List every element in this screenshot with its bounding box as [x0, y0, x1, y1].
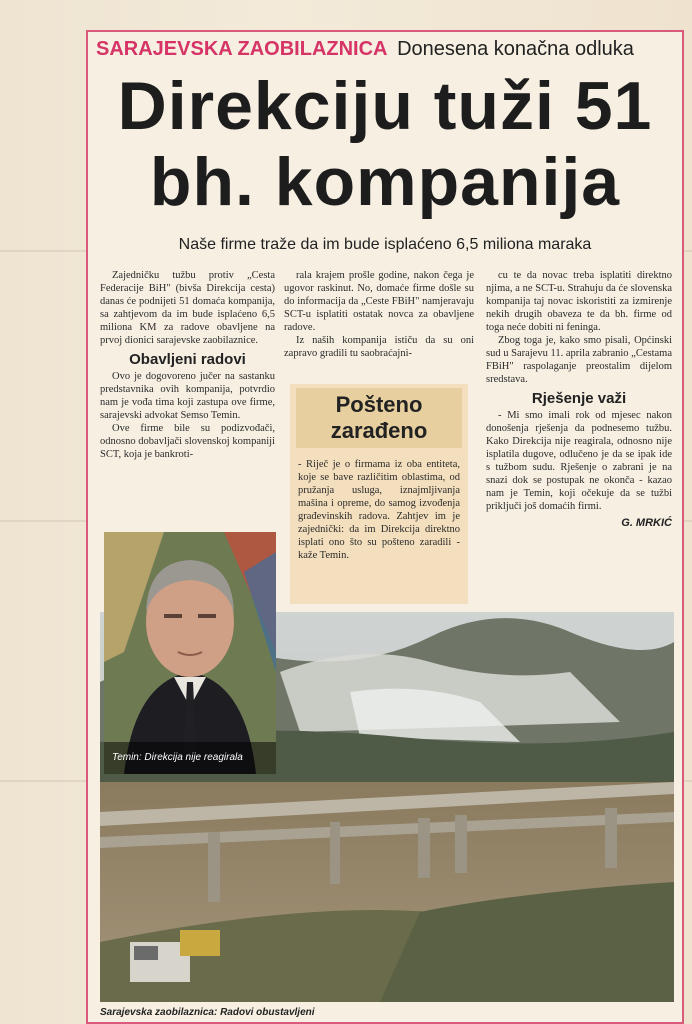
headline-line-2: bh. kompanija — [149, 144, 621, 220]
kicker — [96, 38, 634, 61]
paragraph: rala krajem prošle godine, nakon čega je ugovor raskinut. No, domaće firme došle su do informacija da „Ceste FBiH" namjeravaju SCT-u isplatiti ostatak novca za obavljene radove. — [284, 270, 474, 333]
paragraph: cu te da novac treba isplatiti direktno njima, a ne SCT-u. Strahuju da će slovenska kompanija taj novac iskoristiti za izmirenje nekih drugih obaveza te da bh. firme od toga neće dobiti ni feninga. — [486, 270, 672, 333]
highlight-box-text: - Riječ je o firmama iz oba entiteta, koje se bave različitim oblastima, od pružanja usluga, iznajmljivanja mašina i opreme, do samog izvođenja građevinskih radova. Zahtjev im je zajednički: da im Direkcija direktno isplati ono što su pošteno zaradili - kaže Temin. — [298, 459, 460, 561]
paragraph: Zajedničku tužbu protiv „Cesta Federacije BiH" (bivša Direkcija cesta) danas će podnijeti 51 domaća kompanija, sa zahtjevom da im bude isplaćeno 6,5 miliona KM za radove obavljene na prvoj dionici sarajevske zaobilaznice. — [100, 270, 275, 346]
paragraph: Iz naših kompanija ističu da su oni zapravo gradili tu saobraćajni- — [284, 335, 474, 359]
paragraph: Ove firme bile su podizvođači, odnosno dobavljači slovenskoj kompaniji SCT, koja je bankroti- — [100, 423, 275, 460]
headline-line-1: Direkciju tuži 51 — [117, 68, 653, 144]
subheading-rjesenje-vazi: Rješenje važi — [531, 390, 627, 407]
column-1 — [100, 269, 275, 461]
subheading-obavljeni-radovi: Obavljeni radovi — [129, 351, 246, 368]
paragraph: Zbog toga je, kako smo pisali, Općinski sud u Sarajevu 11. aprila zabranio „Cestama FBiH" raspolaganje preostalim dijelom sredstava. — [486, 335, 672, 385]
kicker-subtitle: Donesena konačna odluka — [397, 38, 634, 60]
headline — [88, 68, 682, 220]
highlight-box-title: Pošteno zarađeno — [296, 388, 462, 448]
article-clipping — [86, 30, 684, 1024]
deck: Naše firme traže da im bude isplaćeno 6,5 miliona maraka — [178, 236, 592, 253]
kicker-section: SARAJEVSKA ZAOBILAZNICA — [96, 38, 388, 60]
portrait-caption: Temin: Direkcija nije reagirala — [112, 752, 243, 763]
column-2 — [284, 269, 474, 360]
highlight-box — [290, 384, 468, 604]
paragraph: Ovo je dogovoreno jučer na sastanku predstavnika ovih kompanija, potvrdio nam je vođa tima koji zastupa ove firme, sarajevski advokat Semso Temin. — [100, 371, 275, 421]
portrait-photo — [104, 532, 276, 774]
column-3 — [486, 269, 672, 530]
author-signature: G. MRKIĆ — [621, 517, 672, 529]
paragraph: - Mi smo imali rok od mjesec nakon donošenja rješenja da podnesemo tužbu. Kako Direkcija nije reagirala, odnosno nije isplatila dugove, odlučeno je da se ipak ide s tužbom sudu. Rješenje o zabrani je na snazi dok se postupak ne okonča - kazao nam je Temin, koji očekuje da se tužbi priključi još domaćih firmi. — [486, 410, 672, 512]
photo-caption: Sarajevska zaobilaznica: Radovi obustavljeni — [100, 1007, 315, 1018]
